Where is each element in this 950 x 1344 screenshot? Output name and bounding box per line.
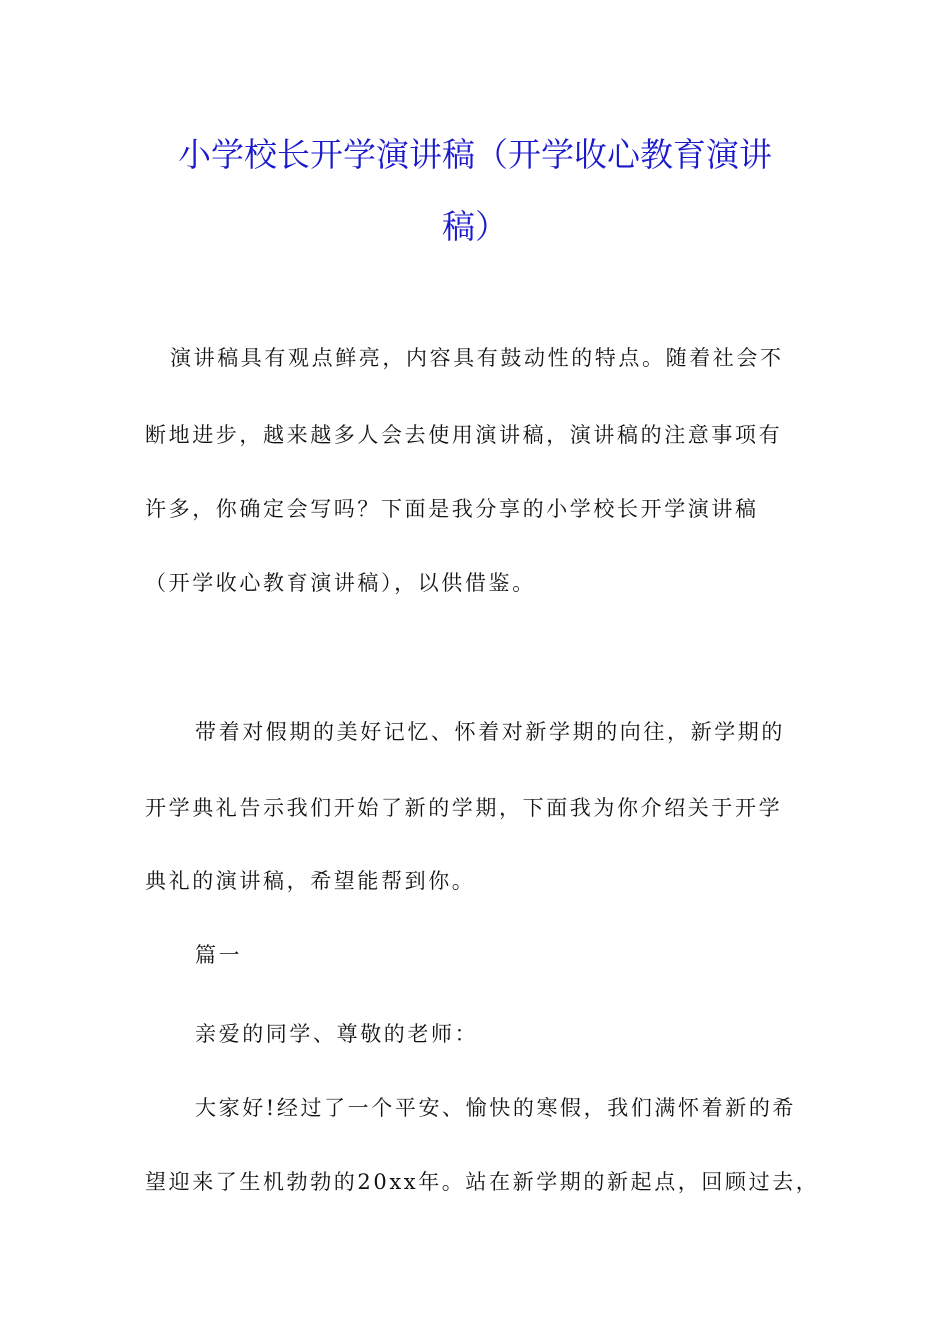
section-heading: 篇一 — [195, 943, 243, 967]
paragraph-1-line-2: 断地进步，越来越多人会去使用演讲稿，演讲稿的注意事项有 — [145, 423, 783, 447]
salutation: 亲爱的同学、尊敬的老师： — [195, 1022, 479, 1046]
paragraph-1-line-4: （开学收心教育演讲稿），以供借鉴。 — [145, 571, 536, 595]
paragraph-2-line-2: 开学典礼告示我们开始了新的学期，下面我为你介绍关于开学 — [145, 796, 783, 820]
paragraph-1-line-1: 演讲稿具有观点鲜亮，内容具有鼓动性的特点。随着社会不 — [170, 346, 784, 370]
document-title-line-2: 稿） — [442, 207, 508, 246]
paragraph-1-line-3: 许多，你确定会写吗？下面是我分享的小学校长开学演讲稿 — [145, 497, 759, 521]
document-title-line-1: 小学校长开学演讲稿（开学收心教育演讲 — [178, 135, 772, 174]
paragraph-3-line-2: 望迎来了生机勃勃的20xx年。站在新学期的新起点，回顾过去， — [145, 1170, 820, 1194]
paragraph-3-line-1: 大家好!经过了一个平安、愉快的寒假，我们满怀着新的希 — [195, 1096, 797, 1120]
paragraph-2-line-1: 带着对假期的美好记忆、怀着对新学期的向往，新学期的 — [195, 720, 785, 744]
paragraph-2-line-3: 典礼的演讲稿，希望能帮到你。 — [145, 869, 476, 893]
